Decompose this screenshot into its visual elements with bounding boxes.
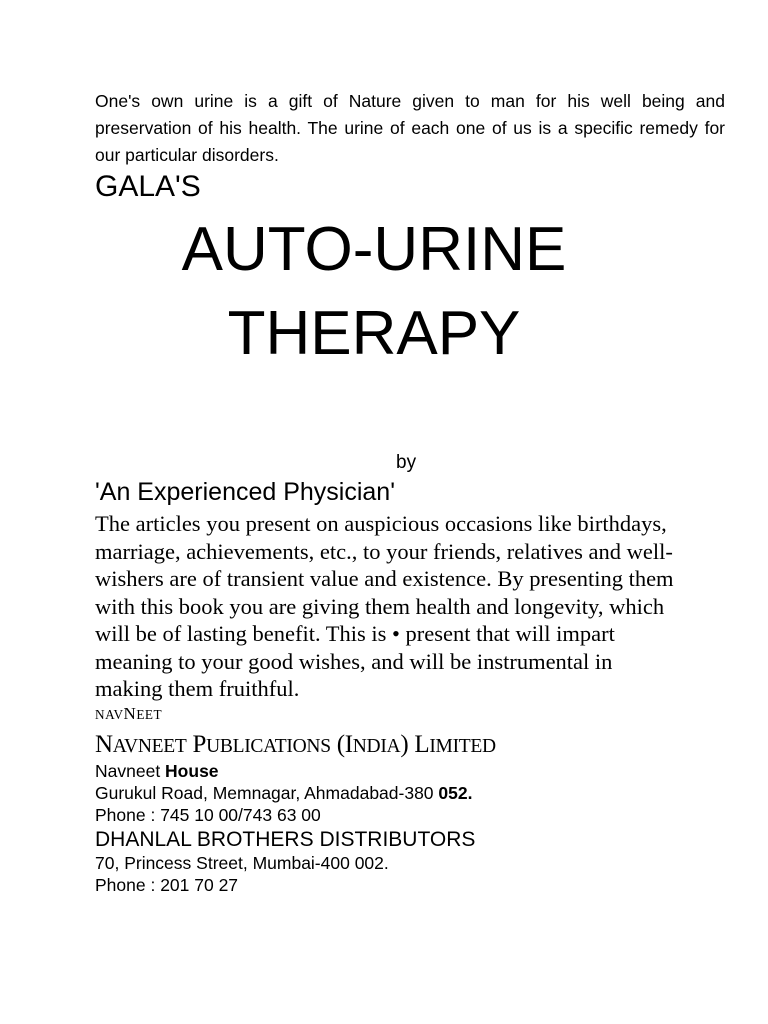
- publisher-name-text: NAVNEET PUBLICATIONS (INDIA) LIMITED: [95, 731, 496, 758]
- distributor-phone: Phone : 201 70 27: [95, 875, 239, 895]
- publisher-logo: [95, 703, 162, 726]
- by-label: by: [396, 452, 417, 473]
- articles-line: with this book you are giving them health and longevity, which: [95, 593, 665, 619]
- articles-line: meaning to your good wishes, and will be instrumental in: [95, 648, 613, 674]
- author-prefix: GALA'S: [95, 170, 201, 203]
- address-bold: 052.: [438, 783, 473, 803]
- articles-paragraph: [95, 510, 735, 703]
- house-bold: House: [165, 761, 219, 781]
- publisher-phone: Phone : 745 10 00/743 63 00: [95, 805, 321, 825]
- intro-paragraph: One's own urine is a gift of Nature given to man for his well being and preservation of his health. The urine of each one of us is a specific remedy for our particular disorders.: [95, 91, 725, 165]
- book-title-line-1: AUTO-URINE: [181, 215, 567, 284]
- articles-line: The articles you present on auspicious occasions like birthdays,: [95, 511, 667, 536]
- articles-line: will be of lasting benefit. This is • present that will impart: [95, 621, 615, 646]
- distributor-name: DHANLAL BROTHERS DISTRIBUTORS: [95, 828, 476, 851]
- distributor-address: 70, Princess Street, Mumbai-400 002.: [95, 853, 389, 873]
- publisher-name: [95, 729, 496, 763]
- publisher-address: [95, 783, 472, 804]
- articles-line: marriage, achievements, etc., to your friends, relatives and well-: [95, 538, 673, 564]
- author-name: 'An Experienced Physician': [95, 478, 395, 506]
- articles-line: wishers are of transient value and existence. By presenting them: [95, 566, 674, 591]
- publisher-logo-text: NAVNEET: [95, 704, 163, 723]
- book-title-line-2: THERAPY: [227, 299, 521, 368]
- articles-line: making them fruithful.: [95, 676, 300, 701]
- publisher-house: [95, 761, 219, 782]
- house-prefix: Navneet: [95, 761, 166, 781]
- address-main: Gurukul Road, Memnagar, Ahmadabad-380: [95, 783, 439, 803]
